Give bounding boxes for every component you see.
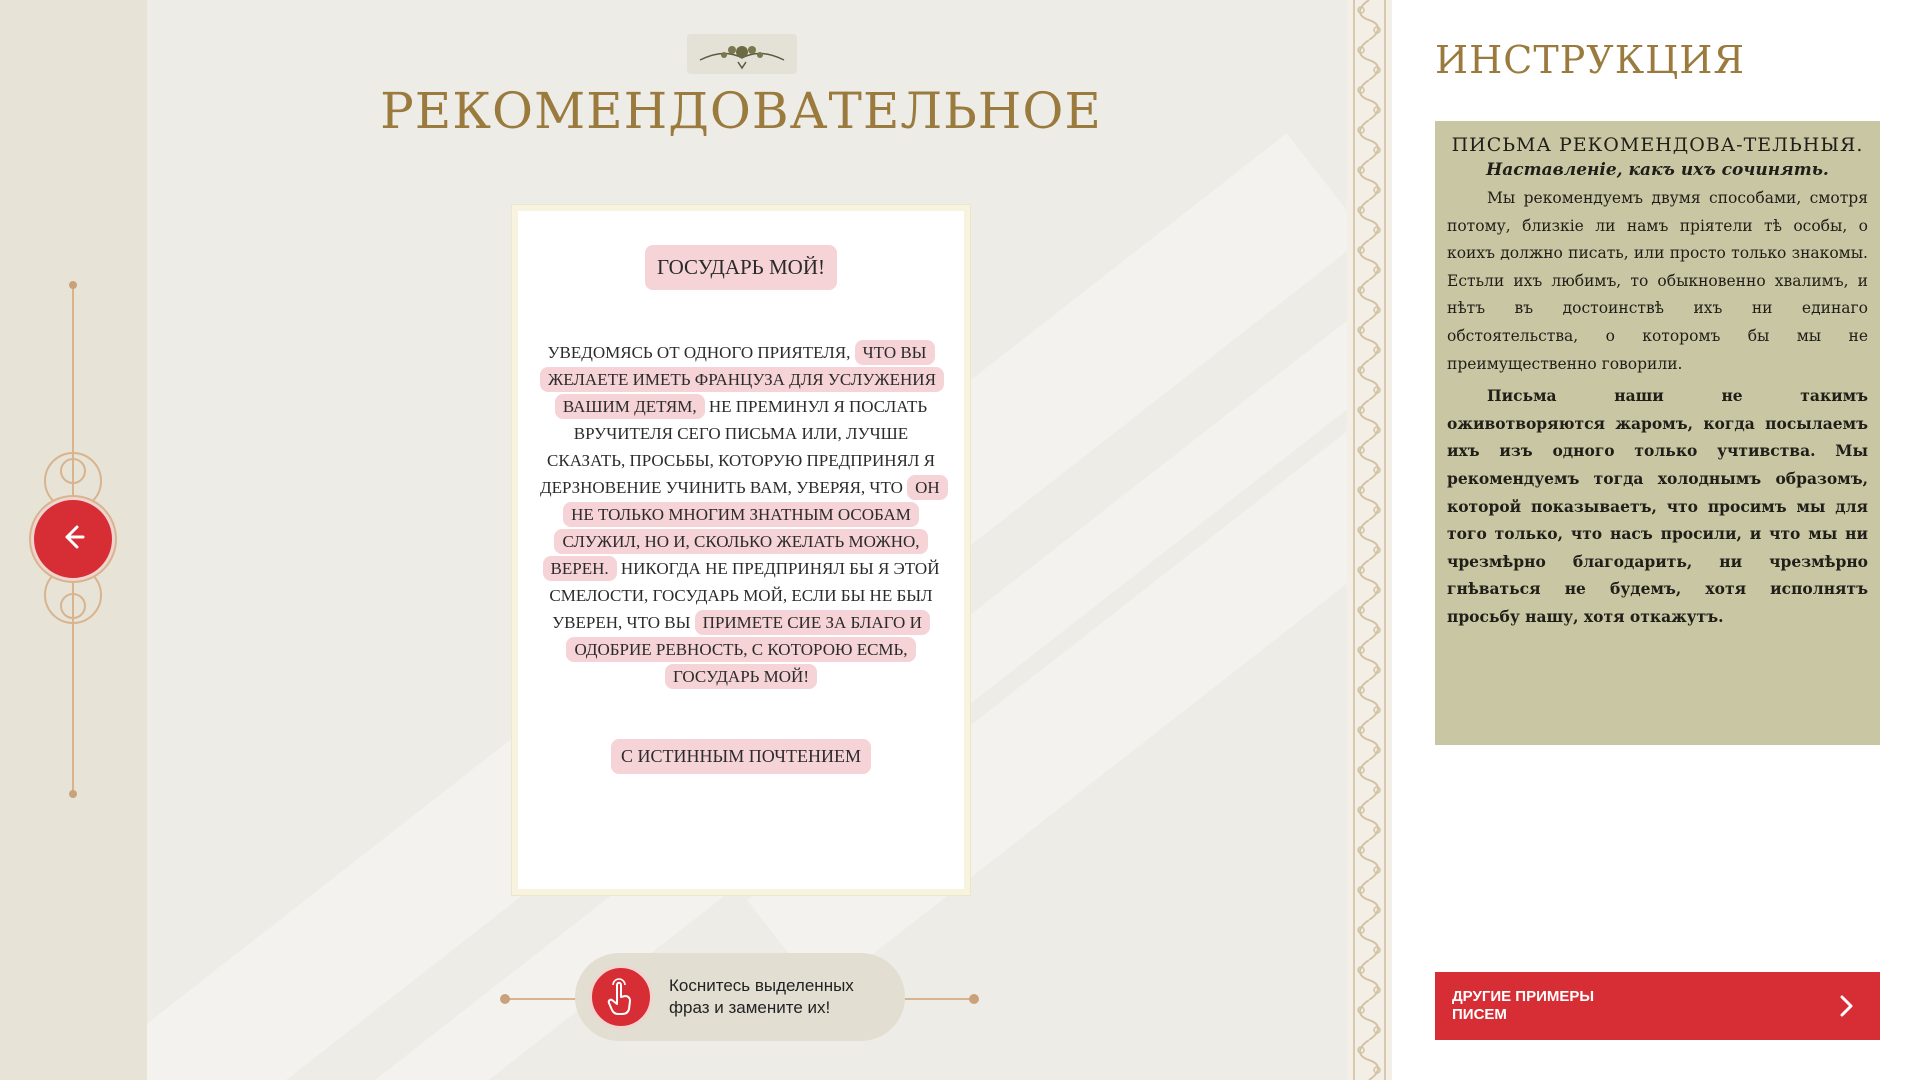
page-title: РЕКОМЕНДОВАТЕЛЬНОЕ [380, 82, 1102, 140]
letter-text: НЕ ПРЕМИНУЛ Я ПОСЛАТЬ ВРУЧИТЕЛЯ СЕГО ПИСЬМА ИЛИ, ЛУЧШЕ СКАЗАТЬ, ПРОСЬБЫ, КОТОРУЮ ПРЕДПРИНЯЛ Я ДЕРЗНОВЕНИЕ УЧИНИТЬ ВАМ, УВЕРЯЯ, ЧТО [540, 397, 935, 497]
scan-subheading: Наставленіе, какъ ихъ сочинять. [1486, 160, 1829, 180]
more-examples-button[interactable] [1435, 972, 1880, 1040]
closing-phrase[interactable]: С ИСТИННЫМ ПОЧТЕНИЕМ [611, 739, 871, 774]
scan-paragraph: Мы рекомендуемъ двумя способами, смотря потому, близкіе ли намъ пріятели тѣ особы, о коихъ должно писать, или просто только знакомы. Естьли ихъ любимъ, то обыкновенно хвалимъ, и нѣтъ въ достоинствѣ ихъ ни единаго обстоятельства, о которомъ бы мы не преимущественно говорили. [1447, 189, 1868, 373]
left-rail [0, 0, 147, 1080]
hint-line [903, 998, 973, 1000]
editable-phrase[interactable]: ОН НЕ ТОЛЬКО МНОГИМ ЗНАТНЫМ ОСОБАМ СЛУЖИЛ, НО И, СКОЛЬКО ЖЕЛАТЬ МОЖНО, ВЕРЕН. [543, 475, 948, 581]
ornamental-divider [1347, 0, 1392, 1080]
rail-dot-top [69, 281, 77, 289]
greeting-phrase[interactable]: ГОСУДАРЬ МОЙ! [645, 245, 837, 290]
vine-ornament-icon [1347, 0, 1392, 1080]
hint-dot [969, 994, 979, 1004]
editable-phrase[interactable]: ПРИМЕТЕ СИЕ ЗА БЛАГО И ОДОБРИЕ РЕВНОСТЬ, С КОТОРОЮ ЕСМЬ, ГОСУДАРЬ МОЙ! [566, 610, 929, 689]
back-button[interactable] [31, 497, 115, 581]
letter-body [540, 339, 942, 690]
letter-text: НИКОГДА НЕ ПРЕДПРИНЯЛ БЫ Я ЭТОЙ СМЕЛОСТИ, ГОСУДАРЬ МОЙ, ЕСЛИ БЫ НЕ БЫЛ УВЕРЕН, ЧТО ВЫ [549, 559, 940, 632]
scan-paragraph: Письма наши не такимъ оживотворяются жаромъ, когда посылаемъ ихъ изъ одного только учтивства. Мы рекомендуемъ тогда холоднымъ образомъ, которой показываетъ, что просимъ мы для того только, что насъ просили, и что мы ни чрезмѣрно благодарить, ни чрезмѣрно гнѣваться не будемъ, хотя исполнятъ просьбу нашу, хотя откажутъ. [1447, 386, 1868, 626]
more-examples-label: ДРУГИЕ ПРИМЕРЫ ПИСЕМ [1452, 988, 1595, 1023]
hint-line [505, 998, 577, 1000]
historical-scan [1435, 121, 1880, 745]
editable-phrase[interactable]: ЧТО ВЫ ЖЕЛАЕТЕ ИМЕТЬ ФРАНЦУЗА ДЛЯ УСЛУЖЕНИЯ ВАШИМ ДЕТЯМ, [540, 340, 944, 419]
instruction-title: ИНСТРУКЦИЯ [1435, 38, 1746, 82]
letter-stage [147, 0, 1347, 1080]
letter-card [512, 205, 970, 895]
chevron-right-icon [1834, 994, 1858, 1023]
rail-dot-bottom [69, 790, 77, 798]
scan-heading: ПИСЬМА РЕКОМЕНДОВА-ТЕЛЬНЫЯ. [1451, 134, 1864, 156]
instruction-panel [1392, 0, 1920, 1080]
hint-dot [500, 994, 510, 1004]
hint-panel [575, 953, 905, 1041]
tap-hand-icon [589, 965, 653, 1029]
letter-text: УВЕДОМЯСЬ ОТ ОДНОГО ПРИЯТЕЛЯ, [547, 343, 855, 362]
floral-ornament-icon [687, 34, 797, 74]
back-arrow-icon [58, 522, 88, 557]
hint-text: Коснитесь выделенных фраз и замените их! [669, 976, 854, 1017]
